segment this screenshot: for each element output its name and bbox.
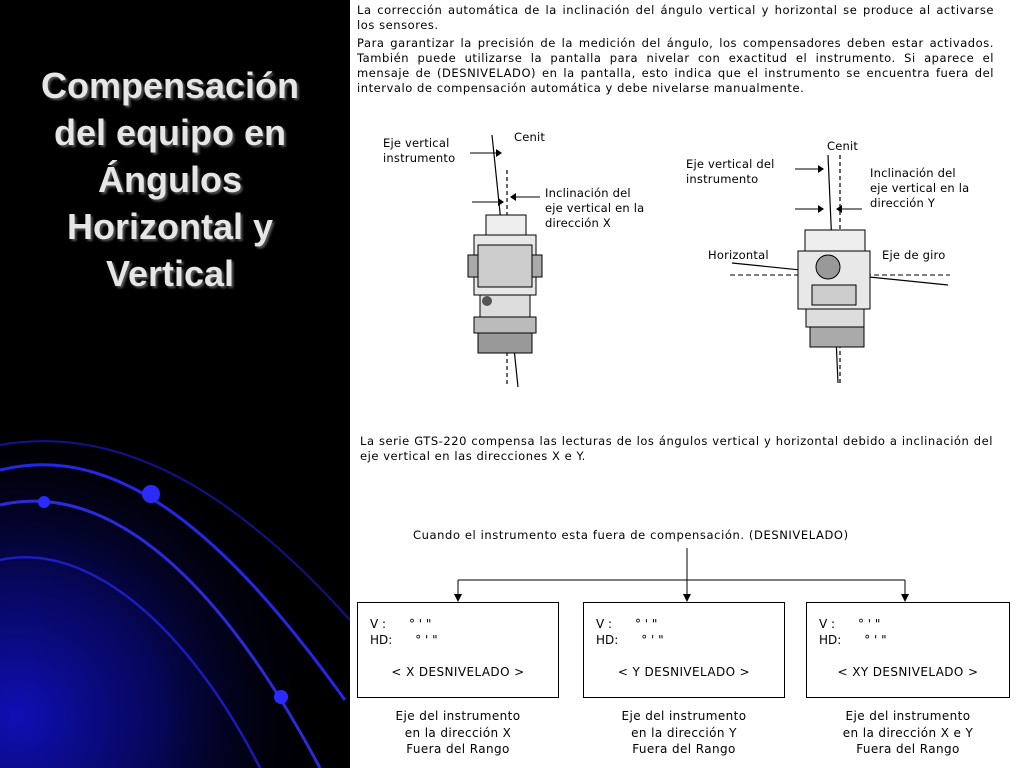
display-box-y <box>583 602 785 698</box>
label-cenit-y: Cenit <box>827 139 859 153</box>
display-box-xy <box>806 602 1010 698</box>
caption-x: Eje del instrumento en la dirección X Fuera del Rango <box>395 709 521 756</box>
v-label: V : <box>370 617 387 631</box>
label-eje-vertical-x: Eje vertical instrumento <box>383 136 456 165</box>
slide-title: Compensación del equipo en Ángulos Horizontal y Vertical <box>40 65 300 294</box>
arrow-down-icon <box>454 594 462 602</box>
hd-label: HD: <box>819 633 842 647</box>
label-inclinacion-x: Inclinación del eje vertical en la dirección X <box>545 186 645 230</box>
intro-paragraph-2: Para garantizar la precisión de la medición del ángulo, los compensadores deben estar activados. También puede utilizarse la pantalla para nivelar con exactitud el instrumento. Si aparece el mensaje de (DESNIVELADO) en la pantalla, esto indica que el instrumento se encuentra fuera del intervalo de compensación automática y debe nivelarse manualmente. <box>357 36 994 95</box>
caption-y: Eje del instrumento en la dirección Y Fuera del Rango <box>621 709 747 756</box>
document-page <box>350 0 1024 768</box>
orb <box>38 496 50 508</box>
unit-marks: ° ' " <box>641 633 664 647</box>
label-cenit-x: Cenit <box>514 130 546 144</box>
v-label: V : <box>819 617 836 631</box>
unit-marks: ° ' " <box>415 633 438 647</box>
label-eje-de-giro: Eje de giro <box>882 248 946 262</box>
status-message: < Y DESNIVELADO > <box>617 665 751 679</box>
label-horizontal: Horizontal <box>708 248 769 262</box>
arrow-down-icon <box>683 594 691 602</box>
connector-arrows <box>350 548 1024 603</box>
hd-label: HD: <box>370 633 393 647</box>
status-message: < X DESNIVELADO > <box>391 665 525 679</box>
unit-marks: ° ' " <box>864 633 887 647</box>
display-box-x <box>357 602 559 698</box>
arrow-down-icon <box>901 594 909 602</box>
status-message: < XY DESNIVELADO > <box>837 665 979 679</box>
out-of-compensation-title: Cuando el instrumento esta fuera de compensación. (DESNIVELADO) <box>413 528 849 542</box>
intro-paragraph-1: La corrección automática de la inclinación del ángulo vertical y horizontal se produce al activarse los sensores. <box>357 3 994 32</box>
unit-marks: ° ' " <box>857 617 881 631</box>
hd-label: HD: <box>596 633 619 647</box>
orb <box>274 690 288 704</box>
arrow-right-icon <box>470 149 540 206</box>
unit-marks: ° ' " <box>408 617 432 631</box>
caption-xy: Eje del instrumento en la dirección X e Y Fuera del Rango <box>842 709 974 756</box>
label-inclinacion-y: Inclinación del eje vertical en la dirección Y <box>870 166 970 210</box>
orb <box>142 485 160 503</box>
series-paragraph: La serie GTS-220 compensa las lecturas de los ángulos vertical y horizontal debido a inclinación del eje vertical en las direcciones X e Y. <box>360 434 993 463</box>
theodolite-front-icon <box>468 135 542 387</box>
unit-marks: ° ' " <box>634 617 658 631</box>
title-panel <box>0 0 350 768</box>
v-label: V : <box>596 617 613 631</box>
label-eje-vertical-y: Eje vertical del instrumento <box>686 157 775 186</box>
